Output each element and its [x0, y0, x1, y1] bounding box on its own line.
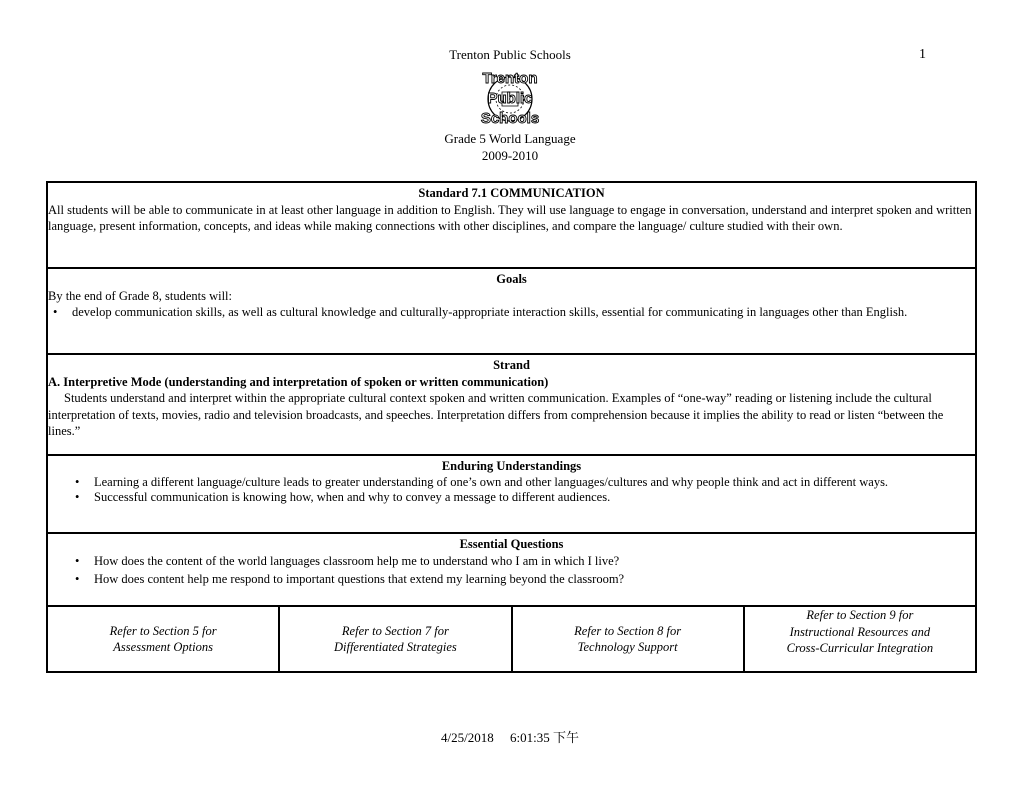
reference-line: Differentiated Strategies — [333, 640, 457, 654]
reference-line: Technology Support — [577, 640, 678, 654]
footer-date: 4/25/2018 — [441, 730, 494, 745]
standard-text: All students will be able to communicate in at least other language in addition to English. They will use language to engage in conversation, understand and interpret spoken and written language, present information, concepts, and ideas while making connections with other disciplines, and compare the language/ culture studied with their own. — [48, 202, 972, 233]
strand-heading: Strand — [493, 358, 530, 372]
reference-line: Refer to Section 8 for — [574, 623, 682, 638]
reference-differentiated — [280, 607, 512, 671]
reference-line: Assessment Options — [113, 640, 213, 654]
reference-assessment — [48, 607, 280, 671]
goals-heading: Goals — [496, 272, 527, 286]
list-item: • Learning a different language/culture leads to greater understanding of one’s own and other languages/cultures and why people think and act in different ways. — [48, 475, 975, 489]
reference-line: Refer to Section 9 for — [806, 608, 914, 622]
page-number: 1 — [919, 47, 926, 62]
document-header-title: Trenton Public Schools — [449, 47, 571, 62]
school-logo — [474, 68, 546, 130]
footer-time: 6:01:35 下午 — [510, 730, 579, 745]
logo-word-1: Trenton — [482, 70, 538, 87]
logo-word-2: Public — [487, 90, 533, 107]
goals-list — [48, 304, 975, 321]
reference-line: Instructional Resources and — [789, 624, 931, 639]
year-subtitle: 2009-2010 — [481, 148, 539, 163]
list-item: • How does content help me respond to important questions that extend my learning beyond the classroom? — [48, 571, 975, 588]
goals-intro: By the end of Grade 8, students will: — [48, 288, 232, 303]
reference-resources — [745, 607, 975, 671]
enduring-heading: Enduring Understandings — [441, 459, 582, 473]
strand-text: Students understand and interpret within the appropriate cultural context spoken and written communication. Examples of “one-way” reading or listening include the cultural interpretation of texts, movies, radio and television broadcasts, and speeches. Interpretation differs from comprehension because it implies the ability to read or listen “between the lines.” — [48, 391, 944, 438]
list-item: • Successful communication is knowing how, when and why to convey a message to different audiences. — [48, 489, 975, 506]
list-item: • How does the content of the world languages classroom help me to understand who I am in which I live? — [48, 553, 975, 570]
reference-line: Refer to Section 5 for — [109, 623, 217, 638]
grade-subtitle: Grade 5 World Language — [444, 131, 576, 146]
footer-timestamp — [0, 727, 1020, 746]
standard-heading: Standard 7.1 COMMUNICATION — [418, 186, 605, 200]
strand-section — [47, 354, 976, 455]
questions-heading: Essential Questions — [459, 537, 564, 551]
goals-section — [47, 268, 976, 354]
reference-technology — [513, 607, 745, 671]
curriculum-table — [46, 181, 977, 673]
enduring-list — [48, 475, 975, 506]
references-row — [47, 606, 976, 672]
enduring-understandings-section — [47, 455, 976, 533]
logo-word-3: Schools — [480, 110, 540, 127]
strand-title: A. Interpretive Mode (understanding and interpretation of spoken or written communication) — [48, 374, 549, 389]
questions-list — [48, 553, 975, 588]
standard-section — [47, 182, 976, 268]
list-item: • develop communication skills, as well as cultural knowledge and culturally-appropriate interaction skills, essential for communicating in languages other than English. — [48, 304, 975, 321]
reference-line: Refer to Section 7 for — [341, 623, 449, 638]
essential-questions-section — [47, 533, 976, 606]
reference-line: Cross-Curricular Integration — [786, 641, 934, 655]
